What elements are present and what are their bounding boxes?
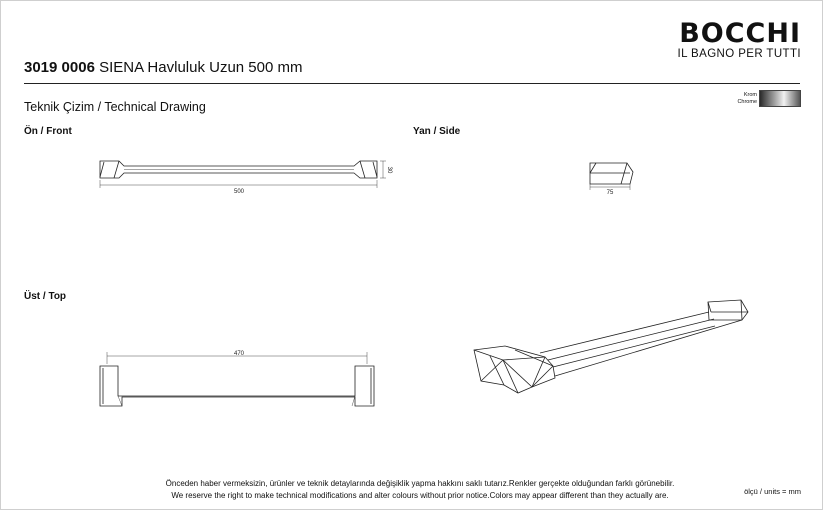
disclaimer-footer	[80, 478, 760, 502]
brand-tagline: IL BAGNO PER TUTTI	[677, 48, 801, 60]
units-note: ölçü / units = mm	[744, 487, 801, 496]
front-view-drawing	[100, 161, 386, 188]
drawing-subtitle: Teknik Çizim / Technical Drawing	[24, 100, 206, 114]
disclaimer-en: We reserve the right to make technical modifications and alter colours without prior notice.Colors may appear different than they actually are.	[171, 491, 669, 500]
isometric-view-drawing	[474, 300, 748, 393]
disclaimer-tr: Önceden haber vermeksizin, ürünler ve teknik detaylarında değişiklik yapma hakkını saklı tutarız.Renkler gerçekte olduğundan farklı görünebilir.	[165, 479, 675, 488]
brand-logo: BOCCHI	[679, 18, 801, 49]
top-width-dim: 470	[233, 351, 245, 357]
front-height-dim: 30	[386, 166, 392, 174]
top-view-label: Üst / Top	[24, 291, 67, 302]
product-name: SIENA Havluluk Uzun 500 mm	[99, 59, 303, 76]
top-view-drawing	[100, 352, 374, 406]
side-view-label: Yan / Side	[413, 126, 461, 137]
front-view-label: Ön / Front	[24, 126, 72, 137]
finish-label-en: Chrome	[737, 98, 757, 105]
front-width-dim: 500	[233, 189, 245, 195]
product-code: 3019 0006	[24, 59, 95, 76]
side-view-drawing	[590, 163, 633, 190]
finish-label-tr: Krom	[743, 91, 757, 98]
side-depth-dim: 75	[606, 190, 614, 196]
